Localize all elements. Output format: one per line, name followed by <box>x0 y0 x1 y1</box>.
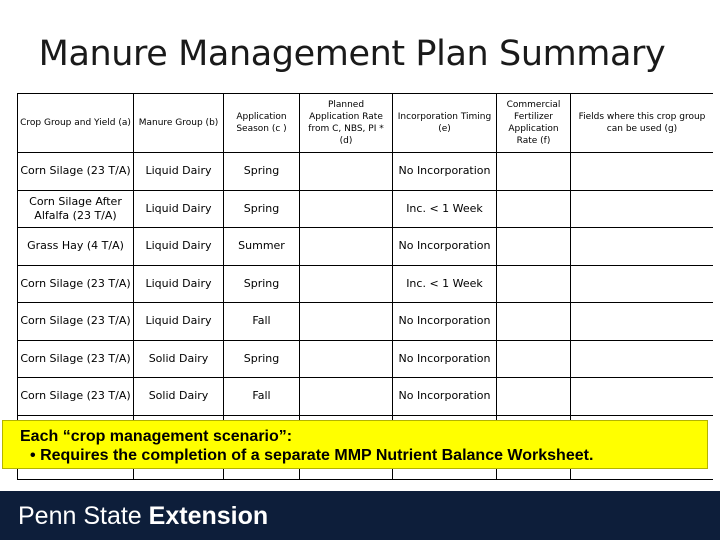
cell-fields <box>571 265 714 303</box>
cell-planned-rate <box>300 190 393 228</box>
cell-manure-group: Liquid Dairy <box>134 190 224 228</box>
header-incorporation-timing: Incorporation Timing (e) <box>393 94 497 153</box>
table-row <box>18 378 714 416</box>
header-commercial-fertilizer: Commercial Fertilizer Application Rate (f) <box>497 94 571 153</box>
cell-incorporation-timing: Inc. < 1 Week <box>393 190 497 228</box>
footer-bar <box>0 491 720 540</box>
brand-unit: Extension <box>148 502 269 530</box>
cell-commercial-fertilizer <box>497 340 571 378</box>
cell-commercial-fertilizer <box>497 153 571 191</box>
table-row <box>18 265 714 303</box>
cell-crop-group: Corn Silage (23 T/A) <box>18 303 134 341</box>
table-header-row <box>18 94 714 153</box>
cell-planned-rate <box>300 265 393 303</box>
cell-manure-group: Liquid Dairy <box>134 303 224 341</box>
cell-application-season: Fall <box>224 378 300 416</box>
cell-application-season: Spring <box>224 265 300 303</box>
header-fields: Fields where this crop group can be used (g) <box>571 94 714 153</box>
table-row <box>18 190 714 228</box>
header-crop-group: Crop Group and Yield (a) <box>18 94 134 153</box>
cell-application-season: Spring <box>224 340 300 378</box>
cell-crop-group: Grass Hay (4 T/A) <box>18 228 134 266</box>
cell-commercial-fertilizer <box>497 303 571 341</box>
cell-application-season: Spring <box>224 153 300 191</box>
cell-crop-group: Corn Silage (23 T/A) <box>18 340 134 378</box>
table-row <box>18 340 714 378</box>
cell-fields <box>571 303 714 341</box>
cell-incorporation-timing: No Incorporation <box>393 340 497 378</box>
cell-application-season: Spring <box>224 190 300 228</box>
cell-planned-rate <box>300 228 393 266</box>
cell-crop-group: Corn Silage After Alfalfa (23 T/A) <box>18 190 134 228</box>
cell-incorporation-timing: No Incorporation <box>393 153 497 191</box>
cell-fields <box>571 190 714 228</box>
cell-manure-group: Liquid Dairy <box>134 265 224 303</box>
header-manure-group: Manure Group (b) <box>134 94 224 153</box>
callout-bullet-text: Requires the completion of a separate MMP Nutrient Balance Worksheet. <box>40 447 594 464</box>
brand-name: Penn State <box>18 502 142 530</box>
cell-manure-group: Liquid Dairy <box>134 228 224 266</box>
cell-commercial-fertilizer <box>497 228 571 266</box>
cell-commercial-fertilizer <box>497 378 571 416</box>
cell-crop-group: Corn Silage (23 T/A) <box>18 265 134 303</box>
cell-fields <box>571 228 714 266</box>
penn-state-extension-logo <box>18 502 268 531</box>
cell-planned-rate <box>300 153 393 191</box>
cell-manure-group: Solid Dairy <box>134 340 224 378</box>
cell-planned-rate <box>300 303 393 341</box>
table-row <box>18 153 714 191</box>
cell-application-season: Summer <box>224 228 300 266</box>
callout-bullet <box>20 446 707 465</box>
scenario-callout <box>2 420 708 469</box>
cell-manure-group: Liquid Dairy <box>134 153 224 191</box>
table-row <box>18 303 714 341</box>
slide-title: Manure Management Plan Summary <box>38 34 666 74</box>
cell-incorporation-timing: No Incorporation <box>393 303 497 341</box>
bullet-icon: • <box>30 447 36 464</box>
table-row <box>18 228 714 266</box>
cell-commercial-fertilizer <box>497 265 571 303</box>
cell-fields <box>571 340 714 378</box>
cell-crop-group: Corn Silage (23 T/A) <box>18 378 134 416</box>
header-planned-rate: Planned Application Rate from C, NBS, PI * (d) <box>300 94 393 153</box>
cell-application-season: Fall <box>224 303 300 341</box>
callout-heading: Each “crop management scenario”: <box>20 428 293 445</box>
cell-crop-group: Corn Silage (23 T/A) <box>18 153 134 191</box>
cell-incorporation-timing: No Incorporation <box>393 378 497 416</box>
cell-fields <box>571 378 714 416</box>
cell-incorporation-timing: Inc. < 1 Week <box>393 265 497 303</box>
header-application-season: Application Season (c ) <box>224 94 300 153</box>
cell-commercial-fertilizer <box>497 190 571 228</box>
cell-planned-rate <box>300 378 393 416</box>
cell-fields <box>571 153 714 191</box>
cell-incorporation-timing: No Incorporation <box>393 228 497 266</box>
cell-manure-group: Solid Dairy <box>134 378 224 416</box>
cell-planned-rate <box>300 340 393 378</box>
